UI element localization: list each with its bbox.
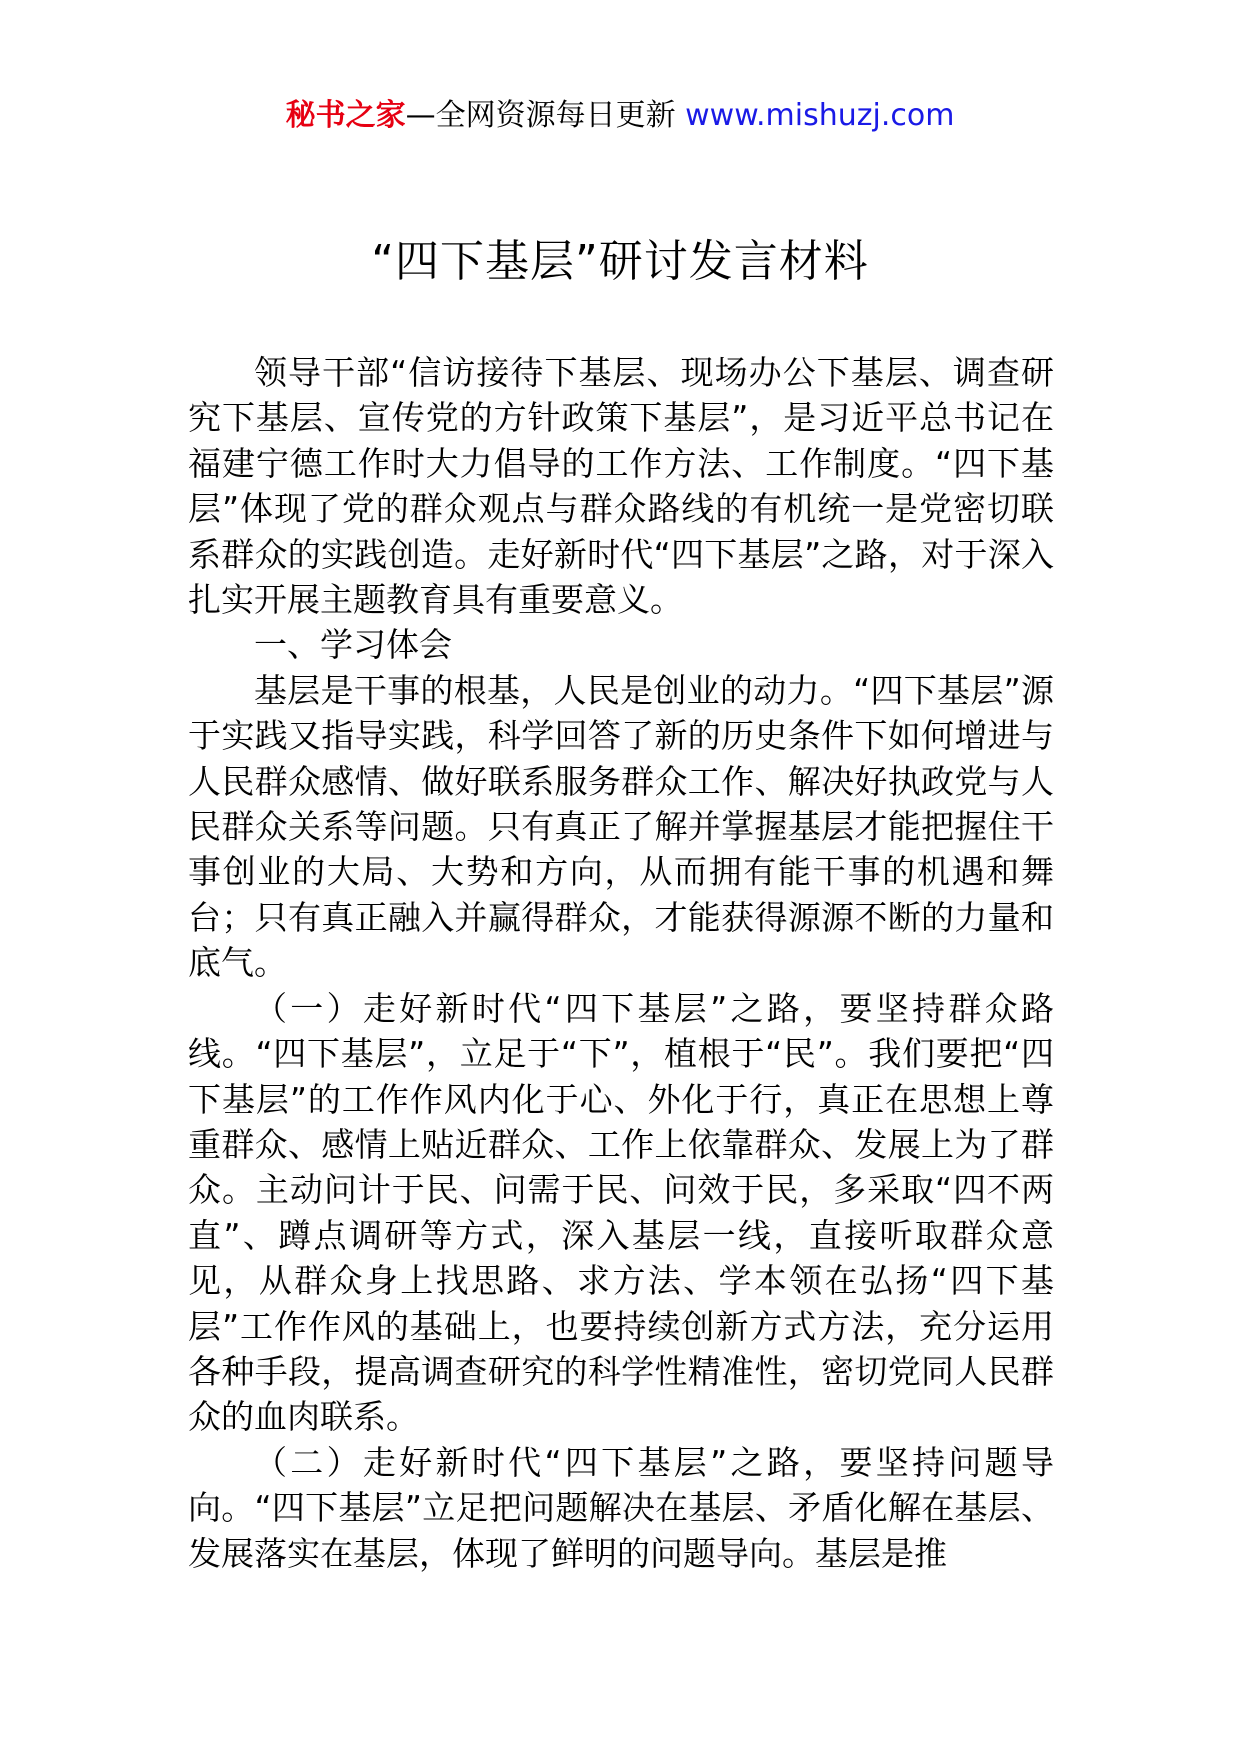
site-url-link[interactable]: www.mishuzj.com xyxy=(685,98,955,133)
paragraph-point-one: （一）走好新时代“四下基层”之路，要坚持群众路线。“四下基层”，立足于“下”，植根于“民”。我们要把“四下基层”的工作作风内化于心、外化于行，真正在思想上尊重群众、感情上贴近群众、工作上依靠群众、发展上为了群众。主动问计于民、问需于民、问效于民，多采取“四不两直”、蹲点调研等方式，深入基层一线，直接听取群众意见，从群众身上找思路、求方法、学本领在弘扬“四下基层”工作作风的基础上，也要持续创新方式方法，充分运用各种手段，提高调查研究的科学性精准性，密切党同人民群众的血肉联系。 xyxy=(188,988,1054,1437)
paragraph-point-two: （二）走好新时代“四下基层”之路，要坚持问题导向。“四下基层”立足把问题解决在基层、矛盾化解在基层、发展落实在基层，体现了鲜明的问题导向。基层是推 xyxy=(188,1442,1054,1573)
site-name: 秘书之家 xyxy=(285,98,406,133)
site-tagline: —全网资源每日更新 xyxy=(405,98,676,133)
document-body xyxy=(188,350,1054,1576)
page-header xyxy=(0,96,1240,136)
paragraph-learning: 基层是干事的根基，人民是创业的动力。“四下基层”源于实践又指导实践，科学回答了新的历史条件下如何增进与人民群众感情、做好联系服务群众工作、解决好执政党与人民群众关系等问题。只有真正了解并掌握基层才能把握住干事创业的大局、大势和方向，从而拥有能干事的机遇和舞台；只有真正融入并赢得群众，才能获得源源不断的力量和底气。 xyxy=(188,670,1054,983)
paragraph-intro: 领导干部“信访接待下基层、现场办公下基层、调查研究下基层、宣传党的方针政策下基层”，是习近平总书记在福建宁德工作时大力倡导的工作方法、工作制度。“四下基层”体现了党的群众观点与群众路线的有机统一是党密切联系群众的实践创造。走好新时代“四下基层”之路，对于深入扎实开展主题教育具有重要意义。 xyxy=(188,353,1054,620)
document-title: “四下基层”研讨发言材料 xyxy=(371,236,869,287)
section-heading: 一、学习体会 xyxy=(254,625,452,665)
